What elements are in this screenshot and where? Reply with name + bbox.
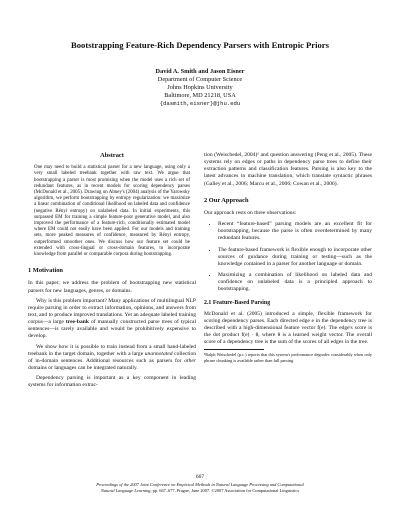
observation-list: [204, 221, 372, 293]
paragraph: tion (Weischedel, 2004)¹ and question answering (Peng et al., 2005). These systems rely on edges or paths in dependency parse trees to define their extraction patterns and classification features. Parsing is also key to the latest advances in machine translation, which translate syntactic phrases (Galley et al., 2006; Marcu et al., 2006; Cowan et al., 2006).: [204, 152, 372, 187]
text-run: We show how it is possible to train instead from a small hand-labeled treebank in the target domain, together with a large: [28, 343, 196, 357]
paragraph: Our approach rests on three observations:: [204, 209, 297, 216]
paragraph: In this paper, we address the problem of bootstrapping new statistical parsers for new languages, genres, or domains.: [28, 280, 196, 294]
list-item: • The feature-based framework is flexible enough to incorporate other sources of guidance during training or testing—such as the knowledge contained in a parser for another language or domain.: [218, 247, 372, 268]
footnote: ¹Ralph Weischedel (p.c.) reports that this system's performance degrades considerably when only phrase chunking is available rather than full parsing.: [204, 352, 372, 363]
paragraph: McDonald et al. (2005) introduced a simple, flexible framework for scoring dependency parses. Each directed edge e in the dependency tree is described with a high-dimensional feature vector f(e). The edge's score is the dot product f(e) · θ, where θ is a learned weight vector. The overall score of a dependency tree is the sum of the scores of all edges in the tree.: [204, 310, 372, 346]
text-run: domains or languages can be integrated naturally.: [28, 365, 138, 372]
proceedings-details: , pp. 667–677, Prague, June 2007. ©2007 Association for Computational Linguistics: [150, 487, 300, 493]
paragraph: [28, 344, 196, 373]
paragraph: [28, 298, 196, 341]
text-run: Why is this problem important? Many applications of multilingual NLP require parsing in order to extract information, opinions, and answers from text, and to produce improved translations. Yet an adequate labeled training corpus—a large: [28, 297, 196, 326]
abstract-heading: Abstract: [100, 152, 124, 159]
proceedings-venue: Proceedings of the 2007 Joint Conference on Empirical Methods in Natural Language Processing and Computational: [96, 482, 304, 487]
author-email: {dasmith,eisner}@jhu.edu: [159, 100, 241, 107]
text-run: collection of in-domain sentences. Additional resources such as parsers for: [28, 350, 197, 364]
author-names: David A. Smith and Jason Eisner: [155, 68, 245, 75]
paper-title: Bootstrapping Feature-Rich Dependency Parsers with Entropic Priors: [71, 40, 329, 50]
italic-term: other: [184, 357, 196, 364]
bold-term: tree-bank: [65, 319, 89, 326]
left-column: [28, 152, 196, 393]
text-run: of manually constructed parse trees of typical sentences—is rarely available and would be prohibitively expensive to develop.: [28, 319, 196, 340]
paragraph: Dependency parsing is important as a key component in leading systems for information extrac-: [28, 375, 196, 389]
page-number: 667: [195, 474, 205, 480]
subsection-heading-feature-based-parsing: 2.1 Feature-Based Parsing: [204, 299, 271, 306]
section-heading-approach: 2 Our Approach: [204, 196, 249, 204]
section-heading-motivation: 1 Motivation: [28, 267, 63, 275]
abstract-text: One may need to build a statistical parser for a new language, using only a very small labeled treebank together with raw text. We argue that bootstrapping a parser is most promising when the model uses a rich set of redundant features, as in recent models for scoring dependency parses (McDonald et al., 2005). Drawing on Abney's (2004) analysis of the Yarowsky algorithm, we perform bootstrapping by entropy regularization: we maximize a linear combination of conditional likelihood on labeled data and confidence (negative Rényi entropy) on unlabeled data. In initial experiments, this surpassed EM for training a simple feature-poor generative model, and also improved the performance of a feature-rich, conditionally estimated model where EM could not easily have been applied. For our models and training sets, more peaked measures of confidence, measured by Rényi entropy, outperformed smoother ones. We discuss how our feature set could be extended with cross-lingual or cross-domain features, to incorporate knowledge from parallel or comparable corpora during bootstrapping.: [34, 165, 190, 257]
right-column: [204, 152, 372, 363]
proceedings-venue-cont: Natural Language Learning: [100, 487, 151, 493]
author-university: Johns Hopkins University: [167, 84, 233, 91]
author-address: Baltimore, MD 21218, USA: [164, 92, 236, 99]
list-item: • Recent “feature-based” parsing models are an excellent fit for bootstrapping, because the parse is often overdetermined by many redundant features.: [218, 221, 372, 242]
proceedings-footer: [24, 482, 376, 493]
italic-term: unannotated: [144, 350, 173, 357]
footnote-rule: [204, 349, 264, 350]
author-department: Department of Computer Science: [157, 76, 243, 83]
author-block: [20, 68, 380, 108]
list-item: • Maximizing a combination of likelihood on labeled data and confidence on unlabeled data is a principled approach to bootstrapping.: [218, 272, 372, 293]
